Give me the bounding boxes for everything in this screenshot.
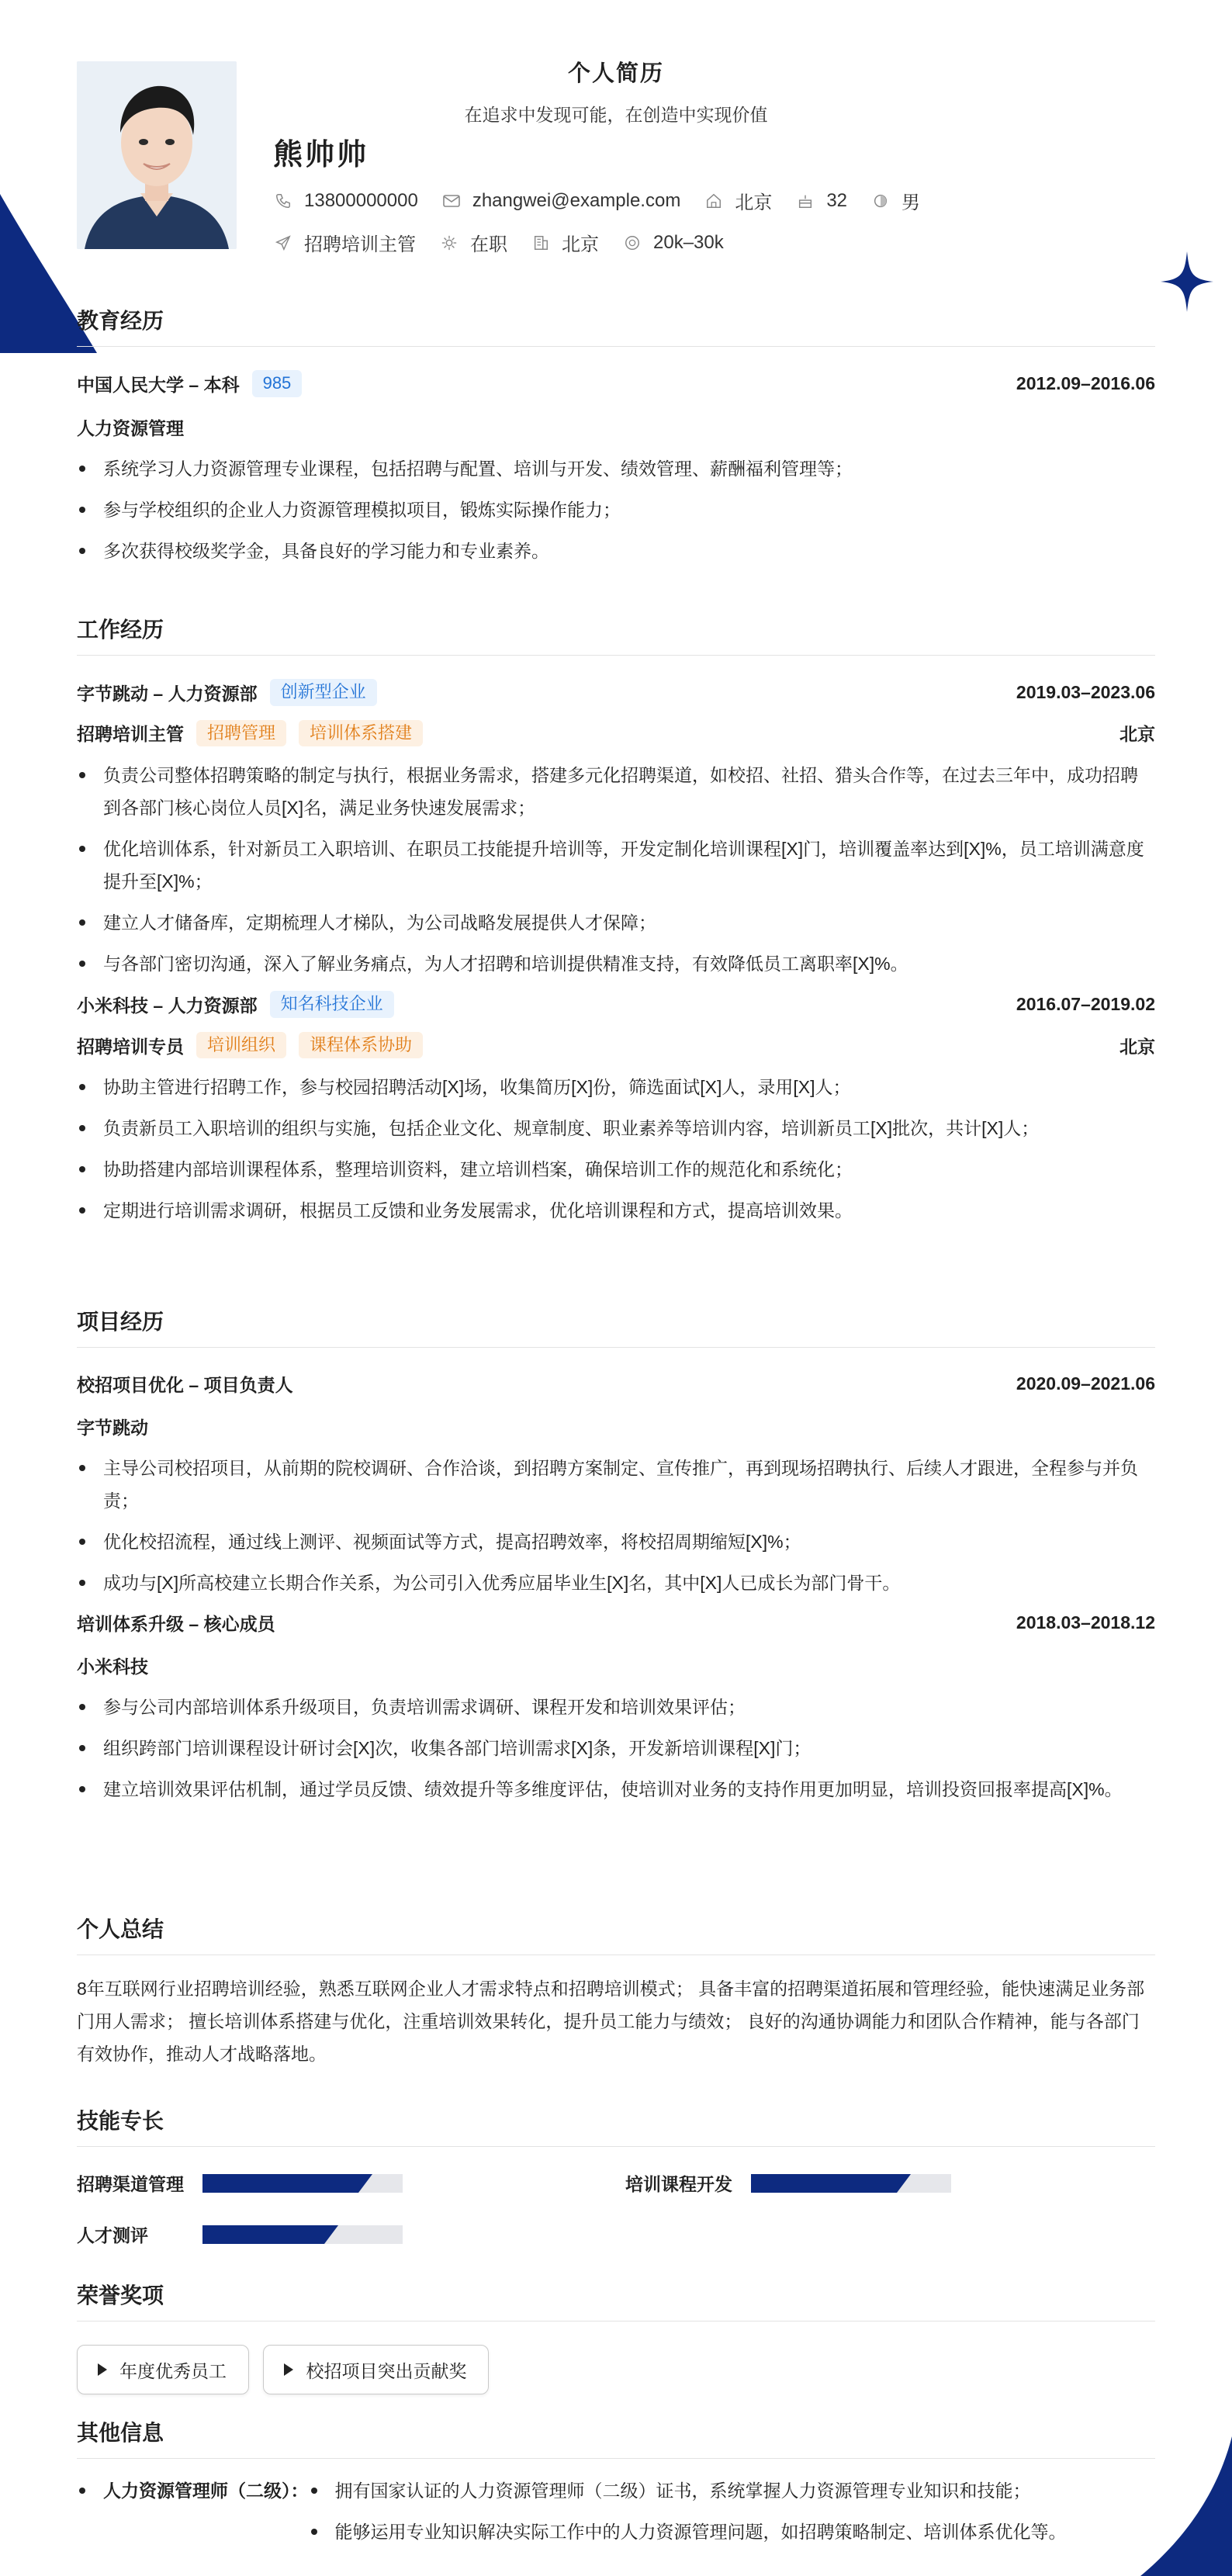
summary-section (77, 1913, 1155, 2070)
skill-level-fill (202, 2174, 358, 2193)
honors-list (77, 2345, 1155, 2394)
honors-section (77, 2279, 1155, 2394)
education-title: 教育经历 (77, 304, 1155, 347)
other-title: 其他信息 (77, 2416, 1155, 2459)
skill-item (625, 2170, 951, 2196)
work-period: 2016.07–2019.02 (1016, 993, 1155, 1014)
school-tag: 985 (252, 370, 303, 397)
list-item: 优化校招流程，通过线上测评、视频面试等方式，提高招聘效率，将校招周期缩短[X]%； (77, 1525, 1155, 1558)
coin-icon (622, 233, 642, 253)
skill-level-tip (358, 2174, 372, 2193)
role-name: 招聘培训主管 (77, 724, 184, 745)
work-bullets (77, 759, 1155, 980)
project-period: 2018.03–2018.12 (1016, 1612, 1155, 1633)
list-item: 参与学校组织的企业人力资源管理模拟项目，锻炼实际操作能力； (77, 493, 1155, 526)
education-entry (77, 370, 1155, 567)
company-name: 小米科技 – 人力资源部 (77, 995, 258, 1016)
list-item: 组织跨部门培训课程设计研讨会[X]次，收集各部门培训需求[X]条，开发新培训课程[X]门； (77, 1732, 1155, 1764)
skill-item (77, 2170, 403, 2196)
target-city-value: 北京 (562, 234, 599, 255)
education-section (77, 304, 1155, 576)
skill-level-tip (324, 2225, 338, 2244)
building-icon (531, 233, 551, 253)
list-item: 协助搭建内部培训课程体系，整理培训资料，建立培训档案，确保培训工作的规范化和系统化； (77, 1153, 1155, 1186)
sparkle-star-decoration (1161, 251, 1213, 312)
age-value: 32 (826, 189, 848, 211)
education-period: 2012.09–2016.06 (1016, 372, 1155, 393)
gender-icon (870, 191, 891, 211)
phone-item (273, 190, 418, 212)
projects-section (77, 1305, 1155, 1814)
list-item: 参与公司内部培训体系升级项目，负责培训需求调研、课程开发和培训效果评估； (77, 1691, 1155, 1723)
role-tag: 招聘管理 (196, 720, 286, 747)
skill-level-tip (897, 2174, 911, 2193)
target-position-item (273, 229, 416, 256)
school-name: 中国人民大学 – 本科 (77, 374, 240, 395)
list-item: 成功与[X]所高校建立长期合作关系，为公司引入优秀应届毕业生[X]名，其中[X]人已成长为部门骨干。 (77, 1567, 1155, 1599)
skill-name: 培训课程开发 (625, 2174, 732, 2194)
list-item: 与各部门密切沟通，深入了解业务痛点，为人才招聘和培训提供精准支持，有效降低员工离职率[X]%。 (77, 947, 1155, 980)
skill-level-bar (202, 2225, 403, 2244)
list-item: 系统学习人力资源管理专业课程，包括招聘与配置、培训与开发、绩效管理、薪酬福利管理等； (77, 452, 1155, 485)
skill-name: 招聘渠道管理 (77, 2174, 184, 2194)
company-tag: 创新型企业 (270, 679, 377, 706)
city-value: 北京 (735, 192, 773, 213)
company-name: 字节跳动 – 人力资源部 (77, 683, 258, 704)
settings-icon (439, 233, 459, 253)
list-item: 拥有国家认证的人力资源管理师（二级）证书，系统掌握人力资源管理专业知识和技能； (309, 2474, 1067, 2507)
list-item: 协助主管进行招聘工作，参与校园招聘活动[X]场，收集简历[X]份，筛选面试[X]人，录用[X]人； (77, 1071, 1155, 1103)
age-item (795, 190, 847, 212)
list-item: 优化培训体系，针对新员工入职培训、在职员工技能提升培训等，开发定制化培训课程[X]门，培训覆盖率达到[X]%，员工培训满意度提升至[X]%； (77, 833, 1155, 898)
email-value: zhangwei@example.com (472, 189, 681, 211)
major: 人力资源管理 (77, 417, 184, 438)
profile-photo (77, 61, 237, 249)
target-city-item (531, 229, 599, 256)
skills-title: 技能专长 (77, 2104, 1155, 2147)
role-tag: 培训组织 (196, 1032, 286, 1059)
certificate-label (77, 2474, 309, 2557)
list-item: 建立培训效果评估机制，通过学员反馈、绩效提升等多维度评估，使培训对业务的支持作用更加明显，培训投资回报率提高[X]%。 (77, 1773, 1155, 1806)
phone-value: 13800000000 (304, 189, 418, 211)
projects-title: 项目经历 (77, 1305, 1155, 1348)
education-bullets (77, 452, 1155, 567)
work-entry (77, 991, 1155, 1227)
skill-level-bar (751, 2174, 951, 2193)
motto: 在追求中发现可能，在创造中实现价值 (464, 105, 768, 125)
role-tag: 培训体系搭建 (299, 720, 423, 747)
cake-icon (795, 191, 815, 211)
list-item: 多次获得校级奖学金，具备良好的学习能力和专业素养。 (77, 535, 1155, 567)
skill-name: 人才测评 (77, 2225, 148, 2245)
list-item: 主导公司校招项目，从前期的院校调研、合作洽谈，到招聘方案制定、宣传推广，再到现场招聘执行、后续人才跟进，全程参与并负责； (77, 1452, 1155, 1517)
skill-level-fill (751, 2174, 897, 2193)
list-item: 定期进行培训需求调研，根据员工反馈和业务发展需求，优化培训课程和方式，提高培训效果。 (77, 1194, 1155, 1227)
project-org: 字节跳动 (77, 1418, 148, 1438)
work-bullets (77, 1071, 1155, 1227)
candidate-name: 熊帅帅 (273, 139, 369, 171)
target-position-value: 招聘培训主管 (304, 234, 416, 255)
gender-item (870, 187, 920, 214)
work-period: 2019.03–2023.06 (1016, 681, 1155, 702)
project-name: 培训体系升级 – 核心成员 (77, 1614, 275, 1634)
project-bullets (77, 1691, 1155, 1806)
skill-item (77, 2221, 403, 2247)
project-org: 小米科技 (77, 1657, 148, 1677)
certificate-label-text: 人力资源管理师（二级）： (103, 2481, 309, 2501)
company-tag: 知名科技企业 (270, 991, 394, 1018)
salary-value: 20k–30k (653, 231, 724, 253)
work-entry (77, 679, 1155, 980)
role-name: 招聘培训专员 (77, 1036, 184, 1057)
home-icon (704, 191, 724, 211)
phone-icon (273, 191, 293, 211)
honors-title: 荣誉奖项 (77, 2279, 1155, 2322)
work-location: 北京 (1120, 724, 1155, 745)
summary-text: 8年互联网行业招聘培训经验，熟悉互联网企业人才需求特点和招聘培训模式； 具备丰富的招聘渠道拓展和管理经验，能快速满足业务部门用人需求； 擅长培训体系搭建与优化，注重培训效果转化，提升员工能力与绩效； 良好的沟通协调能力和团队合作精神，能与各部门有效协作，推动人才战略落地。 (77, 1979, 1145, 2064)
list-item: 负责新员工入职培训的组织与实施，包括企业文化、规章制度、职业素养等培训内容，培训新员工[X]批次，共计[X]人； (77, 1112, 1155, 1144)
work-section (77, 613, 1155, 1235)
other-section (77, 2416, 1155, 2557)
list-item: 建立人才储备库，定期梳理人才梯队，为公司战略发展提供人才保障； (77, 906, 1155, 939)
work-title: 工作经历 (77, 613, 1155, 656)
email-item (441, 190, 681, 212)
skills-section (77, 2104, 1155, 2147)
skill-level-fill (202, 2225, 324, 2244)
bullet-dot (79, 2488, 85, 2494)
certificate-row (77, 2474, 1155, 2557)
project-bullets (77, 1452, 1155, 1599)
city-item (704, 187, 772, 214)
skill-level-bar (202, 2174, 403, 2193)
play-triangle-icon (98, 2363, 107, 2376)
list-item: 负责公司整体招聘策略的制定与执行，根据业务需求，搭建多元化招聘渠道，如校招、社招、猎头合作等，在过去三年中，成功招聘到各部门核心岗位人员[X]名，满足业务快速发展需求； (77, 759, 1155, 824)
play-triangle-icon (284, 2363, 293, 2376)
project-name: 校招项目优化 – 项目负责人 (77, 1375, 293, 1395)
send-icon (273, 233, 293, 253)
work-location: 北京 (1120, 1036, 1155, 1057)
award-badge (77, 2345, 249, 2394)
contact-info-row (273, 187, 943, 214)
award-badge (263, 2345, 489, 2394)
job-intent-row (273, 229, 747, 256)
project-period: 2020.09–2021.06 (1016, 1373, 1155, 1394)
list-item: 能够运用专业知识解决实际工作中的人力资源管理问题，如招聘策略制定、培训体系优化等。 (309, 2515, 1067, 2548)
award-label: 年度优秀员工 (119, 2360, 227, 2381)
certificate-points (309, 2474, 1067, 2557)
gender-value: 男 (902, 192, 921, 213)
status-value: 在职 (470, 234, 507, 255)
mail-icon (441, 191, 462, 211)
project-entry (77, 1371, 1155, 1599)
role-tag: 课程体系协助 (299, 1032, 423, 1059)
award-label: 校招项目突出贡献奖 (306, 2360, 467, 2381)
document-title: 个人简历 (567, 61, 664, 86)
status-item (439, 229, 507, 256)
summary-title: 个人总结 (77, 1913, 1155, 1955)
salary-item (622, 232, 724, 254)
project-entry (77, 1610, 1155, 1806)
